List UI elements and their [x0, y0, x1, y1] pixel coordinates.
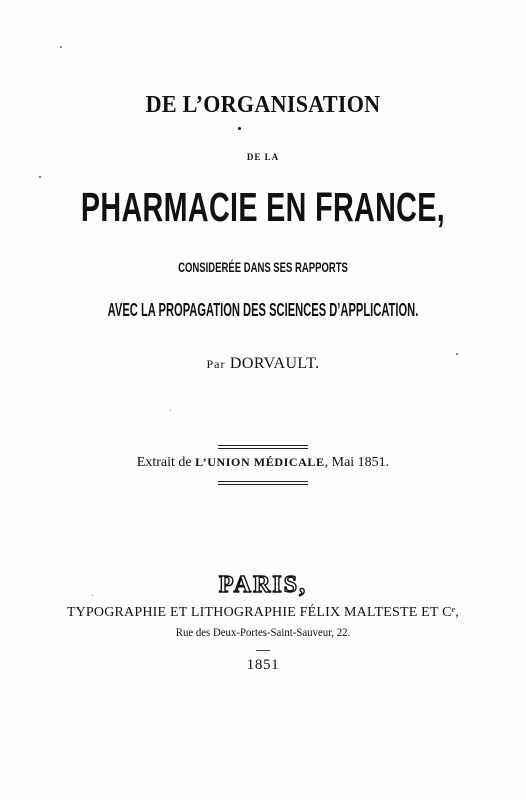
subtitle-line-1: CONSIDERÉE DANS SES RAPPORTS	[178, 259, 348, 275]
subtitle-line-2: AVEC LA PROPAGATION DES SCIENCES D’APPLICATION.	[107, 300, 419, 320]
bottom-rule	[218, 481, 308, 482]
extract-suffix: , Mai 1851.	[324, 455, 390, 470]
paper-speck	[60, 46, 62, 48]
author-prefix: Par	[206, 357, 226, 371]
imprint-year: 1851	[246, 657, 280, 673]
imprint-printer: TYPOGRAPHIE ET LITHOGRAPHIE FÉLIX MALTESTE ET Cᵉ,	[66, 605, 460, 620]
paper-speck	[39, 176, 41, 178]
bottom-rule-thin	[218, 484, 308, 485]
top-rule-thin	[218, 448, 308, 449]
extract-prefix: Extrait de	[136, 455, 192, 470]
paper-speck	[456, 353, 458, 355]
paper-speck	[170, 410, 171, 411]
paper-speck	[238, 127, 241, 130]
imprint-city: PARIS,	[218, 572, 308, 598]
year-dash	[256, 650, 270, 651]
title-line-1: DE L’ORGANISATION	[145, 92, 381, 118]
extract-line	[0, 455, 526, 471]
title-connector: DE LA	[246, 152, 280, 162]
top-rule	[218, 445, 308, 446]
paper-speck	[92, 595, 93, 596]
imprint-address: Rue des Deux-Portes-Saint-Sauveur, 22.	[175, 625, 351, 639]
author-line	[0, 355, 526, 373]
journal-name: L’UNION MÉDICALE	[195, 455, 325, 469]
author-name: DORVAULT.	[229, 355, 320, 372]
main-title: PHARMACIE EN FRANCE,	[80, 184, 446, 230]
